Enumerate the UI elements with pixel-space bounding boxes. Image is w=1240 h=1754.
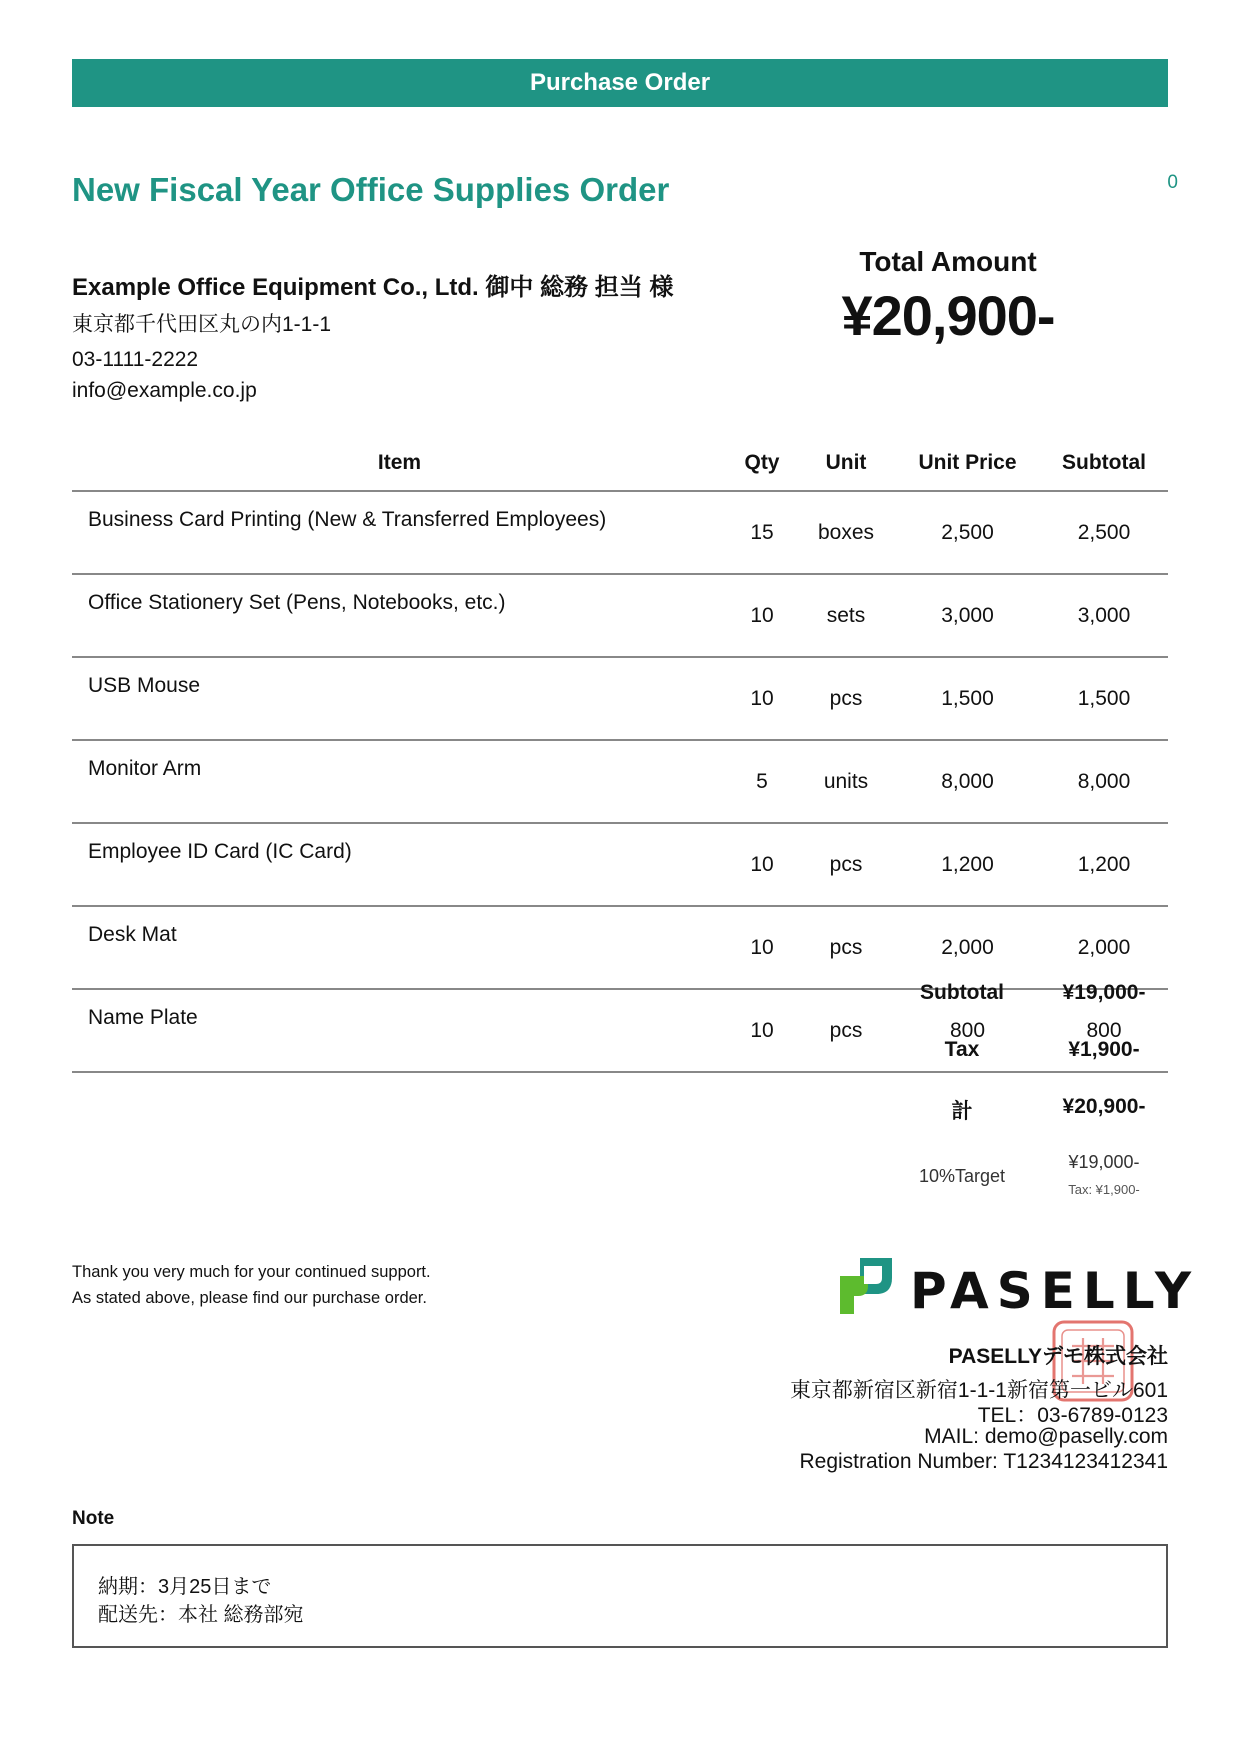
unit-cell: units bbox=[797, 740, 895, 823]
subtotal-cell: 2,000 bbox=[1040, 906, 1168, 989]
summary-total-value: ¥20,900- bbox=[1062, 1095, 1146, 1118]
sender-registration-number: Registration Number: T1234123412341 bbox=[799, 1450, 1168, 1473]
item-name-cell: Name Plate bbox=[72, 989, 727, 1072]
subtotal-cell: 2,500 bbox=[1040, 491, 1168, 574]
column-header-subtotal: Subtotal bbox=[1040, 436, 1168, 491]
unit-cell: pcs bbox=[797, 823, 895, 906]
recipient-address: 東京都千代田区丸の内1-1-1 bbox=[72, 313, 332, 336]
subtotal-cell: 1,200 bbox=[1040, 823, 1168, 906]
summary-total-label: 計 bbox=[951, 1100, 973, 1123]
summary-tax-label: Tax bbox=[944, 1038, 980, 1061]
sender-phone: TEL：03-6789-0123 bbox=[977, 1404, 1168, 1427]
paselly-logo-icon bbox=[838, 1256, 894, 1316]
tax-target-label: 10%Target bbox=[918, 1166, 1006, 1186]
note-box bbox=[72, 1544, 1168, 1648]
item-name-cell: Business Card Printing (New & Transferred Employees) bbox=[72, 491, 727, 574]
subtotal-cell: 8,000 bbox=[1040, 740, 1168, 823]
item-name-cell: Office Stationery Set (Pens, Notebooks, etc.) bbox=[72, 574, 727, 657]
recipient-email: info@example.co.jp bbox=[72, 379, 257, 402]
sender-email: MAIL: demo@paselly.com bbox=[924, 1425, 1168, 1448]
unit-price-cell: 8,000 bbox=[895, 740, 1040, 823]
qty-cell: 10 bbox=[727, 657, 797, 740]
subtotal-cell: 800 bbox=[1040, 989, 1168, 1072]
sender-company-name: PASELLYデモ株式会社 bbox=[948, 1345, 1168, 1368]
unit-price-cell: 3,000 bbox=[895, 574, 1040, 657]
note-label: Note bbox=[72, 1508, 115, 1529]
note-line: 納期：3月25日まで bbox=[98, 1576, 272, 1598]
item-name-cell: USB Mouse bbox=[72, 657, 727, 740]
unit-price-cell: 1,200 bbox=[895, 823, 1040, 906]
table-row bbox=[72, 823, 1168, 906]
total-amount-label: Total Amount bbox=[859, 246, 1037, 277]
document-title: New Fiscal Year Office Supplies Order bbox=[72, 171, 670, 208]
qty-cell: 10 bbox=[727, 906, 797, 989]
paselly-logo-text: PASELLY bbox=[910, 1262, 1200, 1320]
item-name-cell: Monitor Arm bbox=[72, 740, 727, 823]
column-header-unit: Unit bbox=[797, 436, 895, 491]
unit-cell: boxes bbox=[797, 491, 895, 574]
message-line: As stated above, please find our purchase order. bbox=[72, 1289, 427, 1307]
sender-address: 東京都新宿区新宿1-1-1新宿第一ビル601 bbox=[789, 1379, 1168, 1402]
column-header-unit-price: Unit Price bbox=[895, 436, 1040, 491]
unit-price-cell: 2,500 bbox=[895, 491, 1040, 574]
qty-cell: 5 bbox=[727, 740, 797, 823]
unit-price-cell: 800 bbox=[895, 989, 1040, 1072]
document-type-title: Purchase Order bbox=[529, 69, 711, 96]
summary-subtotal-label: Subtotal bbox=[920, 981, 1004, 1004]
subtotal-cell: 1,500 bbox=[1040, 657, 1168, 740]
unit-cell: pcs bbox=[797, 989, 895, 1072]
unit-cell: pcs bbox=[797, 657, 895, 740]
recipient-name: Example Office Equipment Co., Ltd. 御中 総務 担当 様 bbox=[72, 274, 674, 301]
qty-cell: 10 bbox=[727, 989, 797, 1072]
table-row bbox=[72, 906, 1168, 989]
summary-subtotal-value: ¥19,000- bbox=[1062, 981, 1146, 1004]
table-row bbox=[72, 657, 1168, 740]
item-name-cell: Desk Mat bbox=[72, 906, 727, 989]
column-header-item: Item bbox=[72, 436, 727, 491]
document-type-banner bbox=[72, 59, 1168, 107]
column-header-qty: Qty bbox=[727, 436, 797, 491]
qty-cell: 10 bbox=[727, 823, 797, 906]
unit-price-cell: 2,000 bbox=[895, 906, 1040, 989]
table-row bbox=[72, 574, 1168, 657]
total-amount-value: ¥20,900- bbox=[841, 284, 1055, 347]
qty-cell: 15 bbox=[727, 491, 797, 574]
items-table bbox=[72, 436, 1168, 1073]
tax-target-tax: Tax: ¥1,900- bbox=[1068, 1182, 1140, 1197]
table-header-row bbox=[72, 436, 1168, 491]
unit-cell: sets bbox=[797, 574, 895, 657]
summary-tax-value: ¥1,900- bbox=[1068, 1038, 1140, 1061]
item-name-cell: Employee ID Card (IC Card) bbox=[72, 823, 727, 906]
note-line: 配送先：本社 総務部宛 bbox=[98, 1604, 304, 1626]
message-line: Thank you very much for your continued support. bbox=[72, 1263, 431, 1281]
table-row bbox=[72, 491, 1168, 574]
unit-price-cell: 1,500 bbox=[895, 657, 1040, 740]
recipient-phone: 03-1111-2222 bbox=[72, 348, 199, 371]
tax-target-base: ¥19,000- bbox=[1068, 1152, 1140, 1172]
unit-cell: pcs bbox=[797, 906, 895, 989]
qty-cell: 10 bbox=[727, 574, 797, 657]
subtotal-cell: 3,000 bbox=[1040, 574, 1168, 657]
document-number: 0 bbox=[1167, 172, 1178, 193]
table-row bbox=[72, 740, 1168, 823]
